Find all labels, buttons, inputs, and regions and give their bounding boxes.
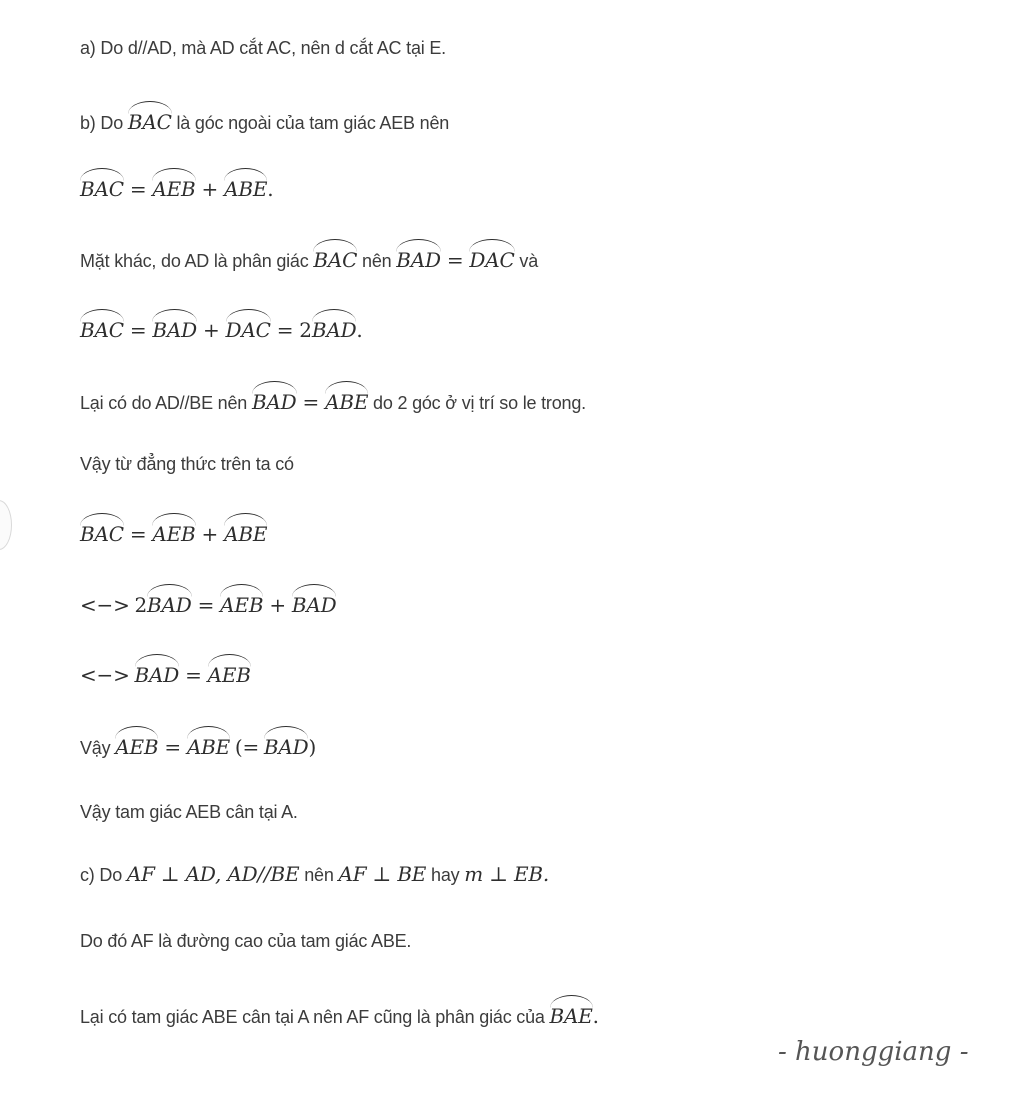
eq1-end: .	[267, 177, 274, 201]
bisector-prefix: Mặt khác, do AD là phân giác	[80, 251, 309, 271]
author-signature: - huonggiang -	[778, 1037, 969, 1067]
conclusion-close: )	[308, 735, 317, 759]
eq2-t2: DAC	[226, 314, 271, 340]
final-end: .	[592, 1004, 599, 1028]
eq1-t1: AEB	[152, 173, 195, 199]
conclusion-angle-3: BAD	[264, 731, 309, 757]
parallel-eq: =	[302, 390, 320, 414]
eq4-t2: BAD	[292, 589, 337, 615]
eq3-t2: ABE	[224, 518, 267, 544]
eq1-op1: =	[129, 177, 147, 201]
part-a-text: a) Do d//AD, mà AD cắt AC, nên d cắt AC tại E.	[80, 38, 446, 58]
altitude-line	[80, 932, 411, 950]
bisector-angle-3: DAC	[469, 244, 514, 270]
part-c-math-3: m ⊥ EB.	[464, 862, 550, 886]
eq2-end: .	[356, 318, 363, 342]
part-c-mid: nên	[304, 865, 334, 885]
parallel-line	[80, 386, 586, 412]
bisector-suffix: và	[519, 251, 539, 271]
eq2-lhs: BAC	[80, 314, 124, 340]
equation-3	[80, 518, 267, 544]
eq4-t1: AEB	[220, 589, 263, 615]
eq4-op1: =	[197, 593, 215, 617]
eq3-op2: +	[201, 522, 219, 546]
eq4-arrow: <−>	[80, 593, 130, 617]
eq5-t1: AEB	[208, 659, 251, 685]
part-b-intro-suffix: là góc ngoài của tam giác AEB nên	[176, 113, 450, 133]
from-equation-line	[80, 455, 294, 473]
eq2-op3: =	[276, 318, 294, 342]
eq2-op2: +	[202, 318, 220, 342]
equation-5	[80, 659, 251, 685]
eq2-t3: BAD	[312, 314, 357, 340]
part-b-intro-prefix: b) Do	[80, 113, 124, 133]
conclusion-angle-2: ABE	[187, 731, 230, 757]
eq2-coef: 2	[299, 318, 312, 342]
parallel-suffix: do 2 góc ở vị trí so le trong.	[373, 393, 586, 413]
bisector-angle-1: BAC	[313, 244, 357, 270]
part-c-line	[80, 864, 549, 884]
bisector-eq: =	[446, 248, 464, 272]
eq2-t1: BAD	[152, 314, 197, 340]
eq5-lhs: BAD	[135, 659, 180, 685]
parallel-angle-1: BAD	[252, 386, 297, 412]
final-angle-bae: BAE	[550, 1000, 593, 1026]
part-b-intro-line	[80, 106, 449, 132]
equation-2	[80, 314, 363, 340]
eq2-op1: =	[129, 318, 147, 342]
equation-1	[80, 173, 273, 199]
eq5-arrow: <−>	[80, 663, 130, 687]
eq4-coef: 2	[134, 593, 148, 617]
equation-4	[80, 589, 336, 615]
conclusion-line	[80, 731, 316, 757]
eq5-op1: =	[185, 663, 202, 687]
conclusion-prefix: Vậy	[80, 738, 111, 758]
parallel-angle-2: ABE	[325, 386, 368, 412]
part-c-mid-2: hay	[431, 865, 460, 885]
part-a-line	[80, 39, 446, 57]
eq1-t2: ABE	[224, 173, 267, 199]
eq1-op2: +	[201, 177, 219, 201]
from-equation-text: Vậy từ đẳng thức trên ta có	[80, 454, 294, 474]
eq3-op1: =	[129, 522, 147, 546]
conclusion-angle-1: AEB	[115, 731, 158, 757]
eq3-lhs: BAC	[80, 518, 124, 544]
parallel-prefix: Lại có do AD//BE nên	[80, 393, 248, 413]
part-c-math-1: AF ⊥ AD, AD//BE	[126, 862, 300, 886]
conclusion-open: (=	[234, 735, 260, 759]
bisector-angle-2: BAD	[396, 244, 441, 270]
final-line	[80, 1000, 599, 1026]
part-c-math-2: AF ⊥ BE	[338, 862, 427, 886]
eq4-op2: +	[269, 593, 286, 617]
edge-circle-decoration	[0, 500, 12, 550]
conclusion-eq: =	[164, 735, 181, 759]
final-prefix: Lại có tam giác ABE cân tại A nên AF cũng là phân giác của	[80, 1007, 545, 1027]
bisector-line	[80, 244, 538, 270]
eq1-lhs: BAC	[80, 173, 124, 199]
isosceles-text: Vậy tam giác AEB cân tại A.	[80, 802, 298, 822]
bisector-mid: nên	[362, 251, 392, 271]
altitude-text: Do đó AF là đường cao của tam giác ABE.	[80, 931, 412, 951]
eq4-lhs: BAD	[147, 589, 192, 615]
eq3-t1: AEB	[152, 518, 195, 544]
isosceles-line	[80, 803, 298, 821]
angle-bac: BAC	[128, 106, 172, 132]
part-c-prefix: c) Do	[80, 865, 123, 885]
